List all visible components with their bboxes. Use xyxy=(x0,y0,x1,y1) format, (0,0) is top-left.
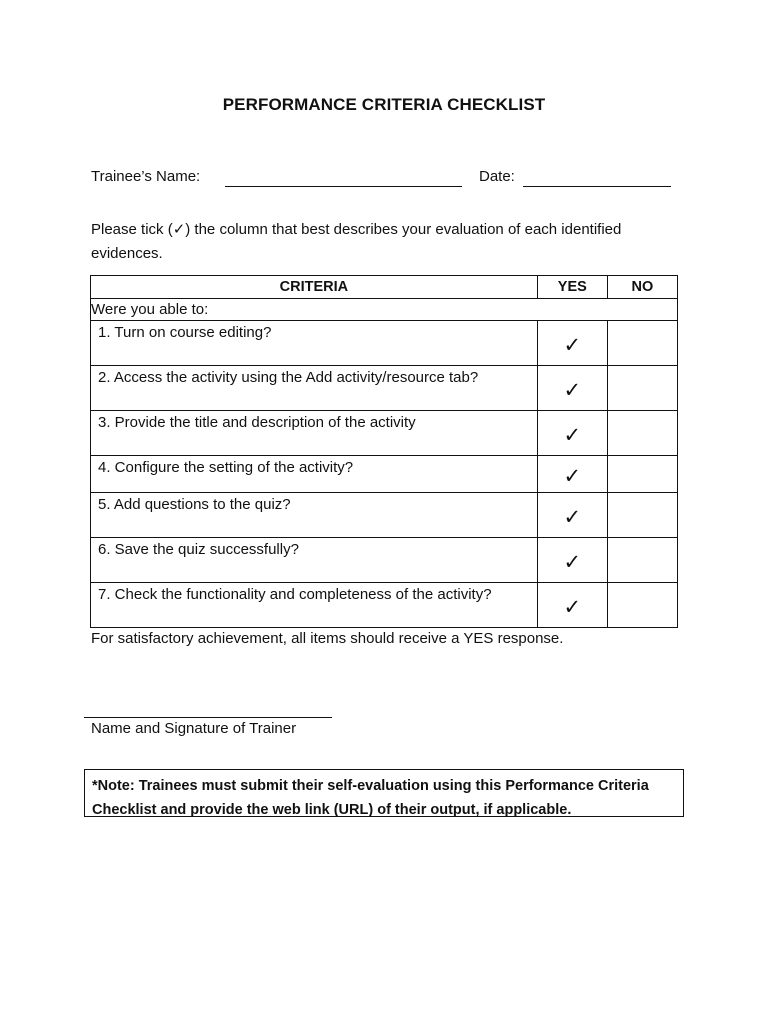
criteria-table xyxy=(90,275,678,628)
criteria-item-text: 3. Provide the title and description of the activity xyxy=(91,411,538,456)
criteria-item-text: 5. Add questions to the quiz? xyxy=(91,493,538,538)
yes-header: YES xyxy=(537,276,607,299)
trainee-name-label: Trainee’s Name: xyxy=(91,168,201,185)
table-row xyxy=(91,411,678,456)
criteria-item-text: 2. Access the activity using the Add activity/resource tab? xyxy=(91,366,538,411)
checkmark-icon: ✓ xyxy=(563,422,582,447)
yes-cell[interactable] xyxy=(537,321,607,366)
satisfactory-footnote: For satisfactory achievement, all items should receive a YES response. xyxy=(91,630,564,647)
checkmark-icon: ✓ xyxy=(563,504,582,529)
checkmark-icon: ✓ xyxy=(563,594,582,619)
yes-cell[interactable] xyxy=(537,366,607,411)
no-cell[interactable] xyxy=(607,366,677,411)
page-title: PERFORMANCE CRITERIA CHECKLIST xyxy=(222,95,546,114)
no-cell[interactable] xyxy=(607,411,677,456)
no-cell[interactable] xyxy=(607,456,677,493)
no-cell[interactable] xyxy=(607,493,677,538)
table-row xyxy=(91,321,678,366)
yes-cell[interactable] xyxy=(537,583,607,628)
table-header-row xyxy=(91,276,678,299)
date-label: Date: xyxy=(479,168,515,185)
checkmark-icon: ✓ xyxy=(563,332,582,357)
table-row xyxy=(91,493,678,538)
table-row xyxy=(91,366,678,411)
yes-cell[interactable] xyxy=(537,411,607,456)
yes-cell[interactable] xyxy=(537,538,607,583)
no-cell[interactable] xyxy=(607,583,677,628)
date-line[interactable] xyxy=(523,186,671,187)
trainer-signature-label: Name and Signature of Trainer xyxy=(91,720,297,737)
checkmark-icon: ✓ xyxy=(563,463,582,488)
no-header: NO xyxy=(607,276,677,299)
yes-cell[interactable] xyxy=(537,456,607,493)
table-row xyxy=(91,456,678,493)
table-row xyxy=(91,538,678,583)
no-cell[interactable] xyxy=(607,538,677,583)
criteria-item-text: 4. Configure the setting of the activity? xyxy=(91,456,538,493)
criteria-header: CRITERIA xyxy=(91,276,538,299)
table-intro-text: Were you able to: xyxy=(91,299,678,321)
trainer-signature-line[interactable] xyxy=(84,717,332,718)
criteria-item-text: 1. Turn on course editing? xyxy=(91,321,538,366)
checkmark-icon: ✓ xyxy=(563,377,582,402)
criteria-item-text: 6. Save the quiz successfully? xyxy=(91,538,538,583)
criteria-item-text: 7. Check the functionality and completeness of the activity? xyxy=(91,583,538,628)
trainee-name-line[interactable] xyxy=(225,186,462,187)
no-cell[interactable] xyxy=(607,321,677,366)
table-row xyxy=(91,583,678,628)
note-box: *Note: Trainees must submit their self-evaluation using this Performance Criteria Checklist and provide the web link (URL) of their output, if applicable. xyxy=(84,769,684,817)
instructions-text: Please tick (✓) the column that best describes your evaluation of each identified evidences. xyxy=(91,221,622,262)
checkmark-icon: ✓ xyxy=(563,549,582,574)
table-intro-row xyxy=(91,299,678,321)
yes-cell[interactable] xyxy=(537,493,607,538)
